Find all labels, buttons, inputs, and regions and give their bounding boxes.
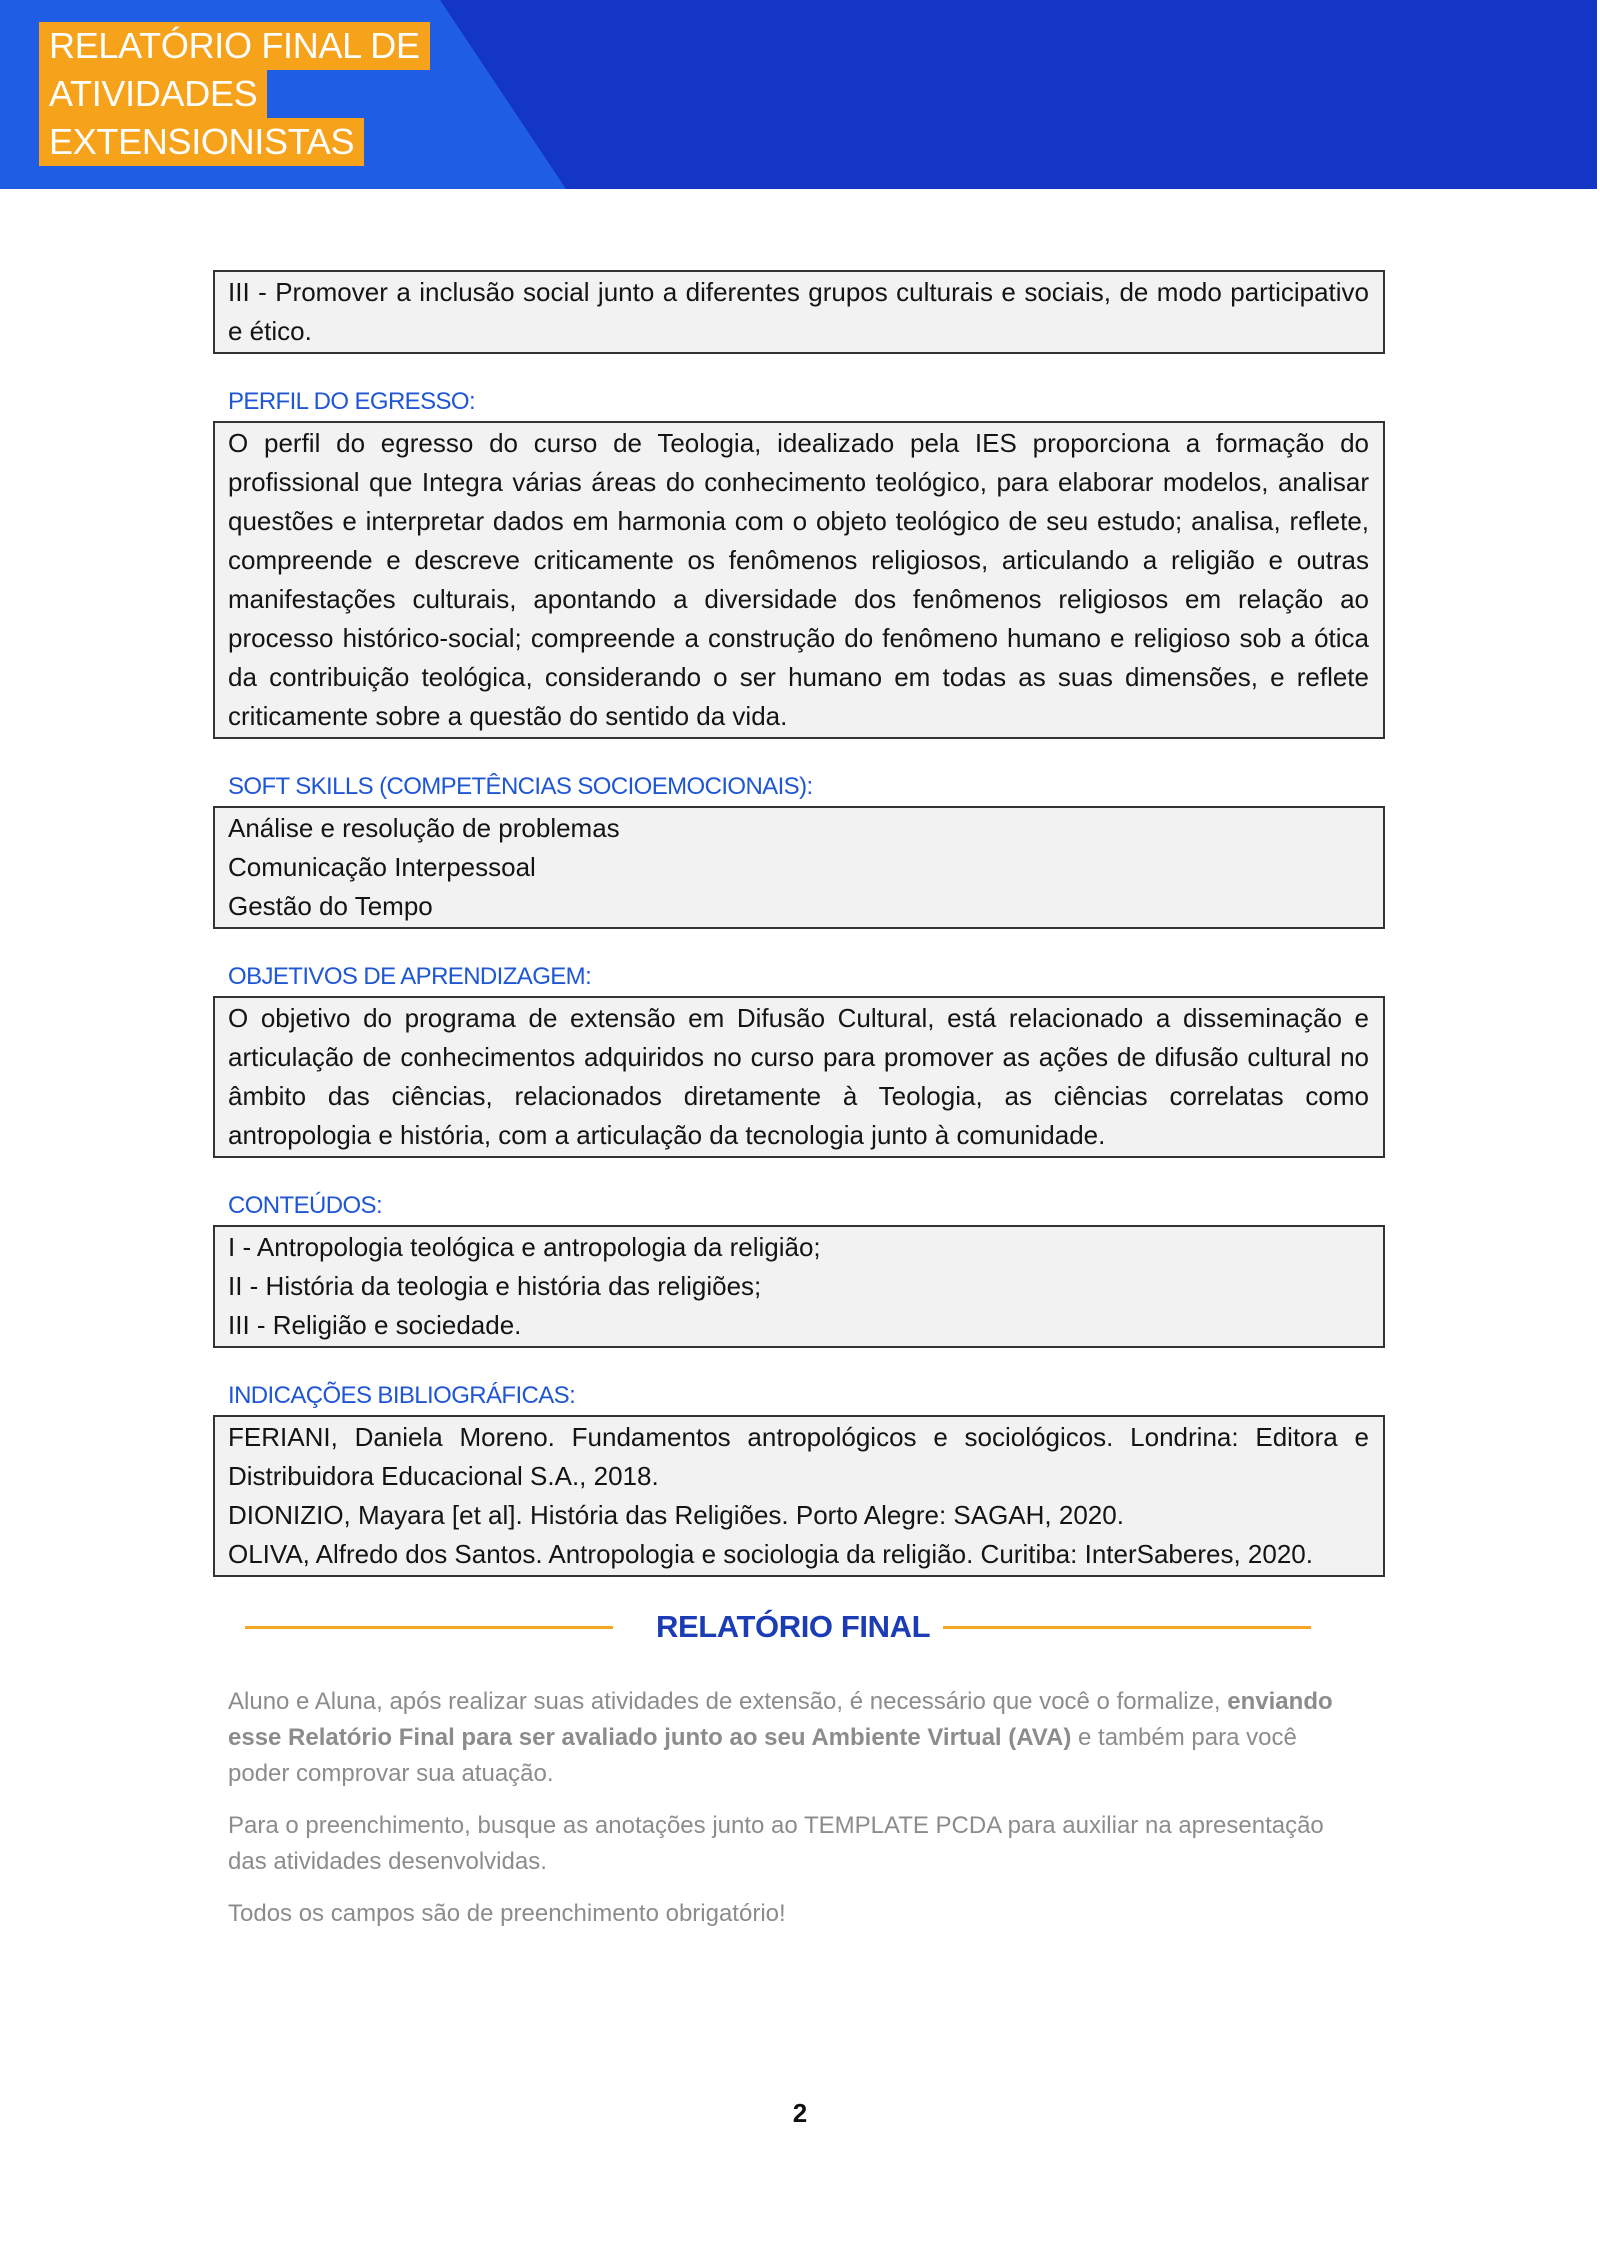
header-banner: [0, 0, 1597, 189]
right-orange-rule: [943, 1626, 1311, 1629]
bibliografia-heading: INDICAÇÕES BIBLIOGRÁFICAS:: [228, 1382, 576, 1409]
instruction-paragraph-3: Todos os campos são de preenchimento obrigatório!: [228, 1900, 786, 1927]
soft-skills-heading: SOFT SKILLS (COMPETÊNCIAS SOCIOEMOCIONAIS):: [228, 773, 813, 800]
continued-text-box: [213, 270, 1385, 354]
conteudo-item: III - Religião e sociedade.: [228, 1310, 522, 1340]
instruction-bold-text: enviando esse Relatório Final para ser avaliado junto ao seu Ambiente Virtual (AVA): [228, 1688, 1333, 1751]
relatorio-final-title-row: [213, 1607, 1385, 1647]
left-orange-rule: [245, 1626, 613, 1629]
instruction-paragraph-1: [213, 1684, 1338, 1792]
instruction-text: Aluno e Aluna, após realizar suas atividades de extensão, é necessário que você o formalize,: [228, 1688, 1228, 1715]
title-line-1: RELATÓRIO FINAL DE: [39, 22, 430, 70]
bibliografia-box: [213, 1415, 1385, 1577]
continued-text: III - Promover a inclusão social junto a diferentes grupos culturais e sociais, de modo participativo e ético.: [228, 277, 1369, 346]
page-number: 2: [792, 2098, 808, 2128]
perfil-egresso-heading: PERFIL DO EGRESSO:: [228, 388, 476, 415]
relatorio-final-heading: RELATÓRIO FINAL: [656, 1609, 931, 1644]
soft-skill-item: Comunicação Interpessoal: [228, 852, 536, 882]
conteudo-item: II - História da teologia e história das religiões;: [228, 1271, 762, 1301]
objetivos-box: [213, 996, 1385, 1158]
perfil-egresso-box: [213, 421, 1385, 739]
soft-skill-item: Análise e resolução de problemas: [228, 813, 620, 843]
soft-skills-box: [213, 806, 1385, 929]
bibliography-entry: OLIVA, Alfredo dos Santos. Antropologia e sociologia da religião. Curitiba: InterSaberes, 2020.: [228, 1539, 1313, 1569]
header-title: [39, 22, 430, 166]
conteudos-box: [213, 1225, 1385, 1348]
conteudos-heading: CONTEÚDOS:: [228, 1192, 383, 1219]
objetivos-text: O objetivo do programa de extensão em Difusão Cultural, está relacionado a disseminação e articulação de conhecimentos adquiridos no curso para promover as ações de difusão cultural no âmbito das ciências, relacionados diretamente à Teologia, as ciências correlatas como antropologia e história, com a articulação da tecnologia junto à comunidade.: [228, 1003, 1369, 1150]
title-line-2: ATIVIDADES: [39, 70, 267, 118]
instruction-text: e também para você poder comprovar sua atuação.: [228, 1724, 1297, 1787]
perfil-egresso-text: O perfil do egresso do curso de Teologia, idealizado pela IES proporciona a formação do profissional que Integra várias áreas do conhecimento teológico, para elaborar modelos, analisar questões e interpretar dados em harmonia com o objeto teológico de seu estudo; analisa, reflete, compreende e descreve criticamente os fenômenos religiosos, articulando a religião e outras manifestações culturais, apontando a diversidade dos fenômenos religiosos em relação ao processo histórico-social; compreende a construção do fenômeno humano e religioso sob a ótica da contribuição teológica, considerando o ser humano em todas as suas dimensões, e reflete criticamente sobre a questão do sentido da vida.: [228, 428, 1369, 731]
bibliography-entry: FERIANI, Daniela Moreno. Fundamentos antropológicos e sociológicos. Londrina: Editora e Distribuidora Educacional S.A., 2018.: [228, 1422, 1369, 1491]
bibliography-entry: DIONIZIO, Mayara [et al]. História das Religiões. Porto Alegre: SAGAH, 2020.: [228, 1500, 1124, 1530]
soft-skill-item: Gestão do Tempo: [228, 891, 433, 921]
title-line-3: EXTENSIONISTAS: [39, 118, 364, 166]
document-body: [213, 270, 1385, 1932]
conteudo-item: I - Antropologia teológica e antropologia da religião;: [228, 1232, 821, 1262]
instruction-paragraph-2: Para o preenchimento, busque as anotações junto ao TEMPLATE PCDA para auxiliar na apresentação das atividades desenvolvidas.: [228, 1812, 1324, 1875]
objetivos-heading: OBJETIVOS DE APRENDIZAGEM:: [228, 963, 592, 990]
